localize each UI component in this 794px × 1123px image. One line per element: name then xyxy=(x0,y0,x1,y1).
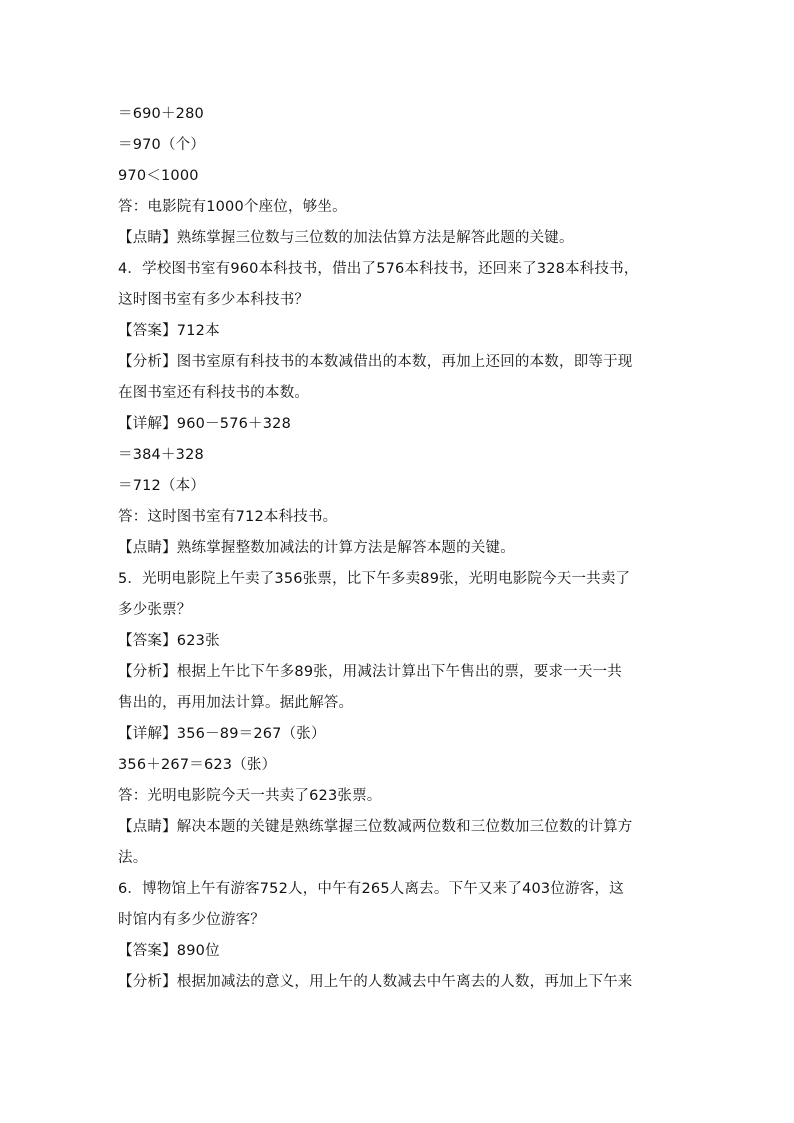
calc-result-line: ＝712（本） xyxy=(118,478,206,494)
answer-line: 答：光明电影院今天一共卖了623张票。 xyxy=(118,788,382,804)
answer-label-line: 【答案】623张 xyxy=(118,633,220,649)
analysis-line-1: 【分析】图书室原有科技书的本数减借出的本数，再加上还回的本数，即等于现 xyxy=(118,354,633,370)
key-point-line: 【点睛】熟练掌握整数加减法的计算方法是解答本题的关键。 xyxy=(118,540,515,556)
key-point-line-1: 【点睛】解决本题的关键是熟练掌握三位数减两位数和三位数加三位数的计算方 xyxy=(118,819,633,835)
answer-label-line: 【答案】890位 xyxy=(118,943,220,959)
analysis-line-1: 【分析】根据加减法的意义，用上午的人数减去中午离去的人数，再加上下午来 xyxy=(118,974,633,990)
question-5-line-1: 5．光明电影院上午卖了356张票，比下午多卖89张，光明电影院今天一共卖了 xyxy=(118,571,631,587)
analysis-line-2: 在图书室还有科技书的本数。 xyxy=(118,385,310,401)
document-body xyxy=(118,99,678,998)
analysis-line-1: 【分析】根据上午比下午多89张，用减法计算出下午售出的票，要求一天一共 xyxy=(118,664,622,680)
key-point-line: 【点睛】熟练掌握三位数与三位数的加法估算方法是解答此题的关键。 xyxy=(118,230,574,246)
question-4-line-2: 这时图书室有多少本科技书？ xyxy=(118,292,310,308)
key-point-line-2: 法。 xyxy=(118,850,148,866)
calc-step-line: ＝690＋280 xyxy=(118,106,204,122)
solution-line: 【详解】960－576＋328 xyxy=(118,416,292,432)
calc-step-line: 356＋267＝623（张） xyxy=(118,757,277,773)
question-6-line-1: 6．博物馆上午有游客752人，中午有265人离去。下午又来了403位游客，这 xyxy=(118,881,624,897)
answer-line: 答：电影院有1000个座位，够坐。 xyxy=(118,199,347,215)
question-6-line-2: 时馆内有多少位游客？ xyxy=(118,912,265,928)
question-5-line-2: 多少张票？ xyxy=(118,602,192,618)
comparison-line: 970＜1000 xyxy=(118,168,199,184)
calc-step-line: ＝384＋328 xyxy=(118,447,204,463)
answer-label-line: 【答案】712本 xyxy=(118,323,220,339)
analysis-line-2: 售出的，再用加法计算。据此解答。 xyxy=(118,695,354,711)
answer-line: 答：这时图书室有712本科技书。 xyxy=(118,509,338,525)
calc-result-line: ＝970（个） xyxy=(118,137,206,153)
solution-line: 【详解】356－89＝267（张） xyxy=(118,726,326,742)
question-4-line-1: 4．学校图书室有960本科技书，借出了576本科技书，还回来了328本科技书， xyxy=(118,261,639,277)
